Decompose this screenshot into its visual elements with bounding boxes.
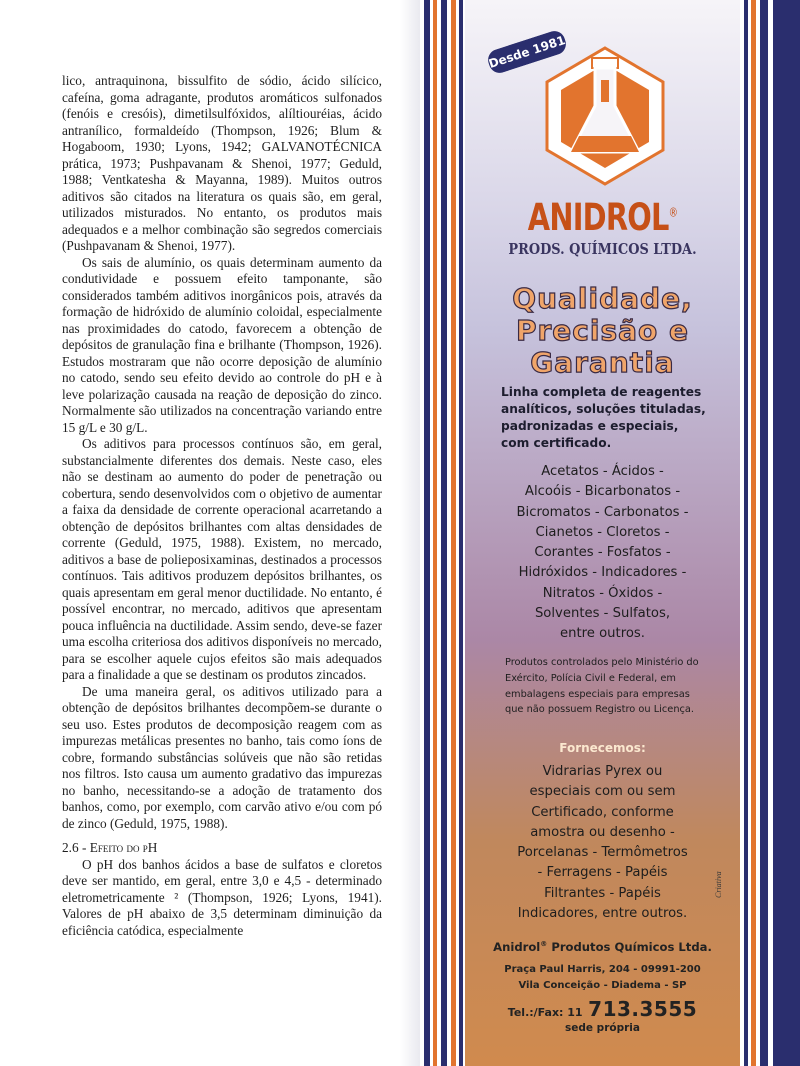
product-list-line: Alcoóis - Bicarbonatos - (524, 484, 681, 500)
brand-name-text: ANIDROL (527, 196, 669, 239)
slogan-line: Precisão e (515, 314, 690, 347)
navy-stripe (744, 0, 748, 1066)
product-list-line: Cianetos - Cloretos - (535, 524, 670, 540)
brand-subtitle: PRODS. QUÍMICOS LTDA. (508, 240, 697, 258)
article-paragraph: Os aditivos para processos contínuos são, em geral, substancialmente diferentes dos demais. Neste caso, eles não se destinam ao aumento do poder de penetração ou cobertura, sendo desenvolvidos com o objetivo de aumentar a faixa da densidade de corrente operacional acarretando a obtenção de depósitos brilhantes com altas densidades de corrente (Geduld, 1975, 1988). Existem, no mercado, aditivos a base de polieposixaminas, destinados a processos contínuos. Tais aditivos produzem depósitos brilhantes, os quais apresentam em geral menor ductilidade. No entanto, é possível encontrar, no mercado, aditivos que apresentam pouca influência na ductilidade. Assim sendo, deve-se fazer uma escolha criteriosa dos aditivos disponíveis no mercado, para se escolher aquele cujos efeitos são mais adequados para a finalidade a que se destinam os produtos zincados. (62, 436, 382, 682)
company-name-rest: Produtos Químicos Ltda. (547, 940, 712, 954)
since-badge-text: Desde 1981 (487, 33, 567, 71)
navy-stripe (459, 0, 463, 1066)
flask-logo-icon (535, 40, 675, 200)
company-name-brand: Anidrol (493, 940, 541, 954)
agency-credit: Criativa (714, 871, 723, 898)
product-list-line: Nitratos - Óxidos - (542, 585, 663, 601)
company-name (465, 940, 740, 954)
article-paragraph: De uma maneira geral, os aditivos utilizado para a obtenção de depósitos brilhantes decompõem-se durante o seu uso. Estes produtos de decomposição reagem com as impurezas metálicas presentes no banho, tais como íons de cobre, formando substâncias solúveis que não são retidas nos filtros. Isto causa um aumento gradativo das impurezas no banho, necessitando-se a adoção de tratamento dos banhos, como, por exemplo, com carvão ativo e/ou com pó de zinco (Geduld, 1975, 1988). (62, 683, 382, 831)
address-line: Vila Conceição - Diadema - SP (518, 980, 687, 991)
product-list-line: Solventes - Sulfatos, (534, 606, 671, 622)
supply-list-line: Porcelanas - Termômetros (517, 845, 688, 861)
anidrol-advertisement (465, 0, 740, 1066)
supply-list (465, 762, 740, 924)
product-list-line: Acetatos - Ácidos - (541, 464, 664, 479)
article-body (62, 73, 382, 939)
slogan-line: Garantia (530, 346, 675, 379)
navy-stripe (441, 0, 447, 1066)
supply-list-line: amostra ou desenho - (530, 824, 675, 840)
supply-list-line: - Ferragens - Papéis (537, 865, 668, 881)
product-description: Linha completa de reagentes analíticos, soluções tituladas, padronizadas e especiais, com certificado. (501, 385, 706, 450)
article-paragraph: lico, antraquinona, bissulfito de sódio, ácido silícico, cafeína, goma adragante, produtos aromáticos sulfonados (fenóis e cresóis), dimetilsulfóxidos, alíltiouréias, ácido antranílico, formaldeído (Thompson, 1926; Blum & Hogaboom, 1930; Lyons, 1942; GALVANOTÉCNICA prática, 1973; Pushpavanam & Shenoi, 1977; Geduld, 1988; Ventkatesha & Mayanna, 1989). Muitos outros aditivos são citados na literatura os quais são, em geral, utilizados misturados. No entanto, os produtos mais adequados e a melhor combinação são segredos comerciais (Pushpavanam & Shenoi, 1977). (62, 73, 382, 253)
registered-mark: ® (668, 205, 678, 220)
supply-list-line: Indicadores, entre outros. (517, 906, 688, 922)
slogan-line: Qualidade, (512, 282, 693, 315)
orange-stripe (451, 0, 456, 1066)
product-list (465, 462, 740, 645)
navy-stripe (424, 0, 430, 1066)
controlled-products-note: Produtos controlados pelo Ministério do Exército, Polícia Civil e Federal, em embalagens especiais para empresas que não possuem Registro ou Licença. (505, 657, 699, 716)
phone-label: Tel.:/Fax: 11 (507, 1006, 583, 1019)
product-list-line: entre outros. (560, 626, 645, 642)
page-fold-shadow (400, 0, 420, 1066)
phone-note: sede própria (565, 1022, 640, 1034)
navy-stripe (760, 0, 768, 1066)
company-registered-mark: ® (540, 940, 548, 949)
article-paragraph: Os sais de alumínio, os quais determinam aumento da condutividade e possuem efeito tamponante, são considerados também aditivos inorgânicos pois, através da formação de hidróxido de alumínio coloidal, especialmente nas proximidades do catodo, favorecem a obtenção de depósitos de granulação fina e brilhante (Thompson, 1926). Estudos mostraram que não ocorre deposição de alumínio no catodo, sendo seu efeito devido ao controle do pH e à leve polarização causada na reação de deposição do zinco. Normalmente são utilizados na concentração variando entre 15 g/L e 30 g/L. (62, 254, 382, 435)
supply-list-line: Certificado, conforme (531, 804, 674, 820)
address-line: Praça Paul Harris, 204 - 09991-200 (504, 964, 701, 975)
supply-heading: Fornecemos: (559, 741, 646, 755)
navy-stripe (773, 0, 800, 1066)
supply-list-line: Vidrarias Pyrex ou (542, 764, 663, 779)
supply-list-line: Filtrantes - Papéis (544, 885, 661, 901)
section-paragraph: O pH dos banhos ácidos a base de sulfatos e cloretos deve ser mantido, em geral, entre 3,0 e 4,5 - determinado eletrometricamente ² (Thompson, 1926; Lyons, 1941). Valores de pH abaixo de 3,5 determinam diminuição da eficiência catódica, especialmente (62, 856, 382, 938)
product-list-line: Bicromatos - Carbonatos - (516, 504, 689, 520)
phone-number: 713.3555 (588, 997, 698, 1021)
orange-stripe (751, 0, 756, 1066)
phone-line (465, 997, 740, 1021)
product-list-line: Hidróxidos - Indicadores - (518, 565, 687, 581)
orange-stripe (433, 0, 437, 1066)
supply-list-line: especiais com ou sem (529, 784, 676, 800)
product-list-line: Corantes - Fosfatos - (534, 545, 671, 561)
brand-name (495, 196, 710, 239)
section-heading: 2.6 - Efeito do pH (62, 840, 158, 855)
